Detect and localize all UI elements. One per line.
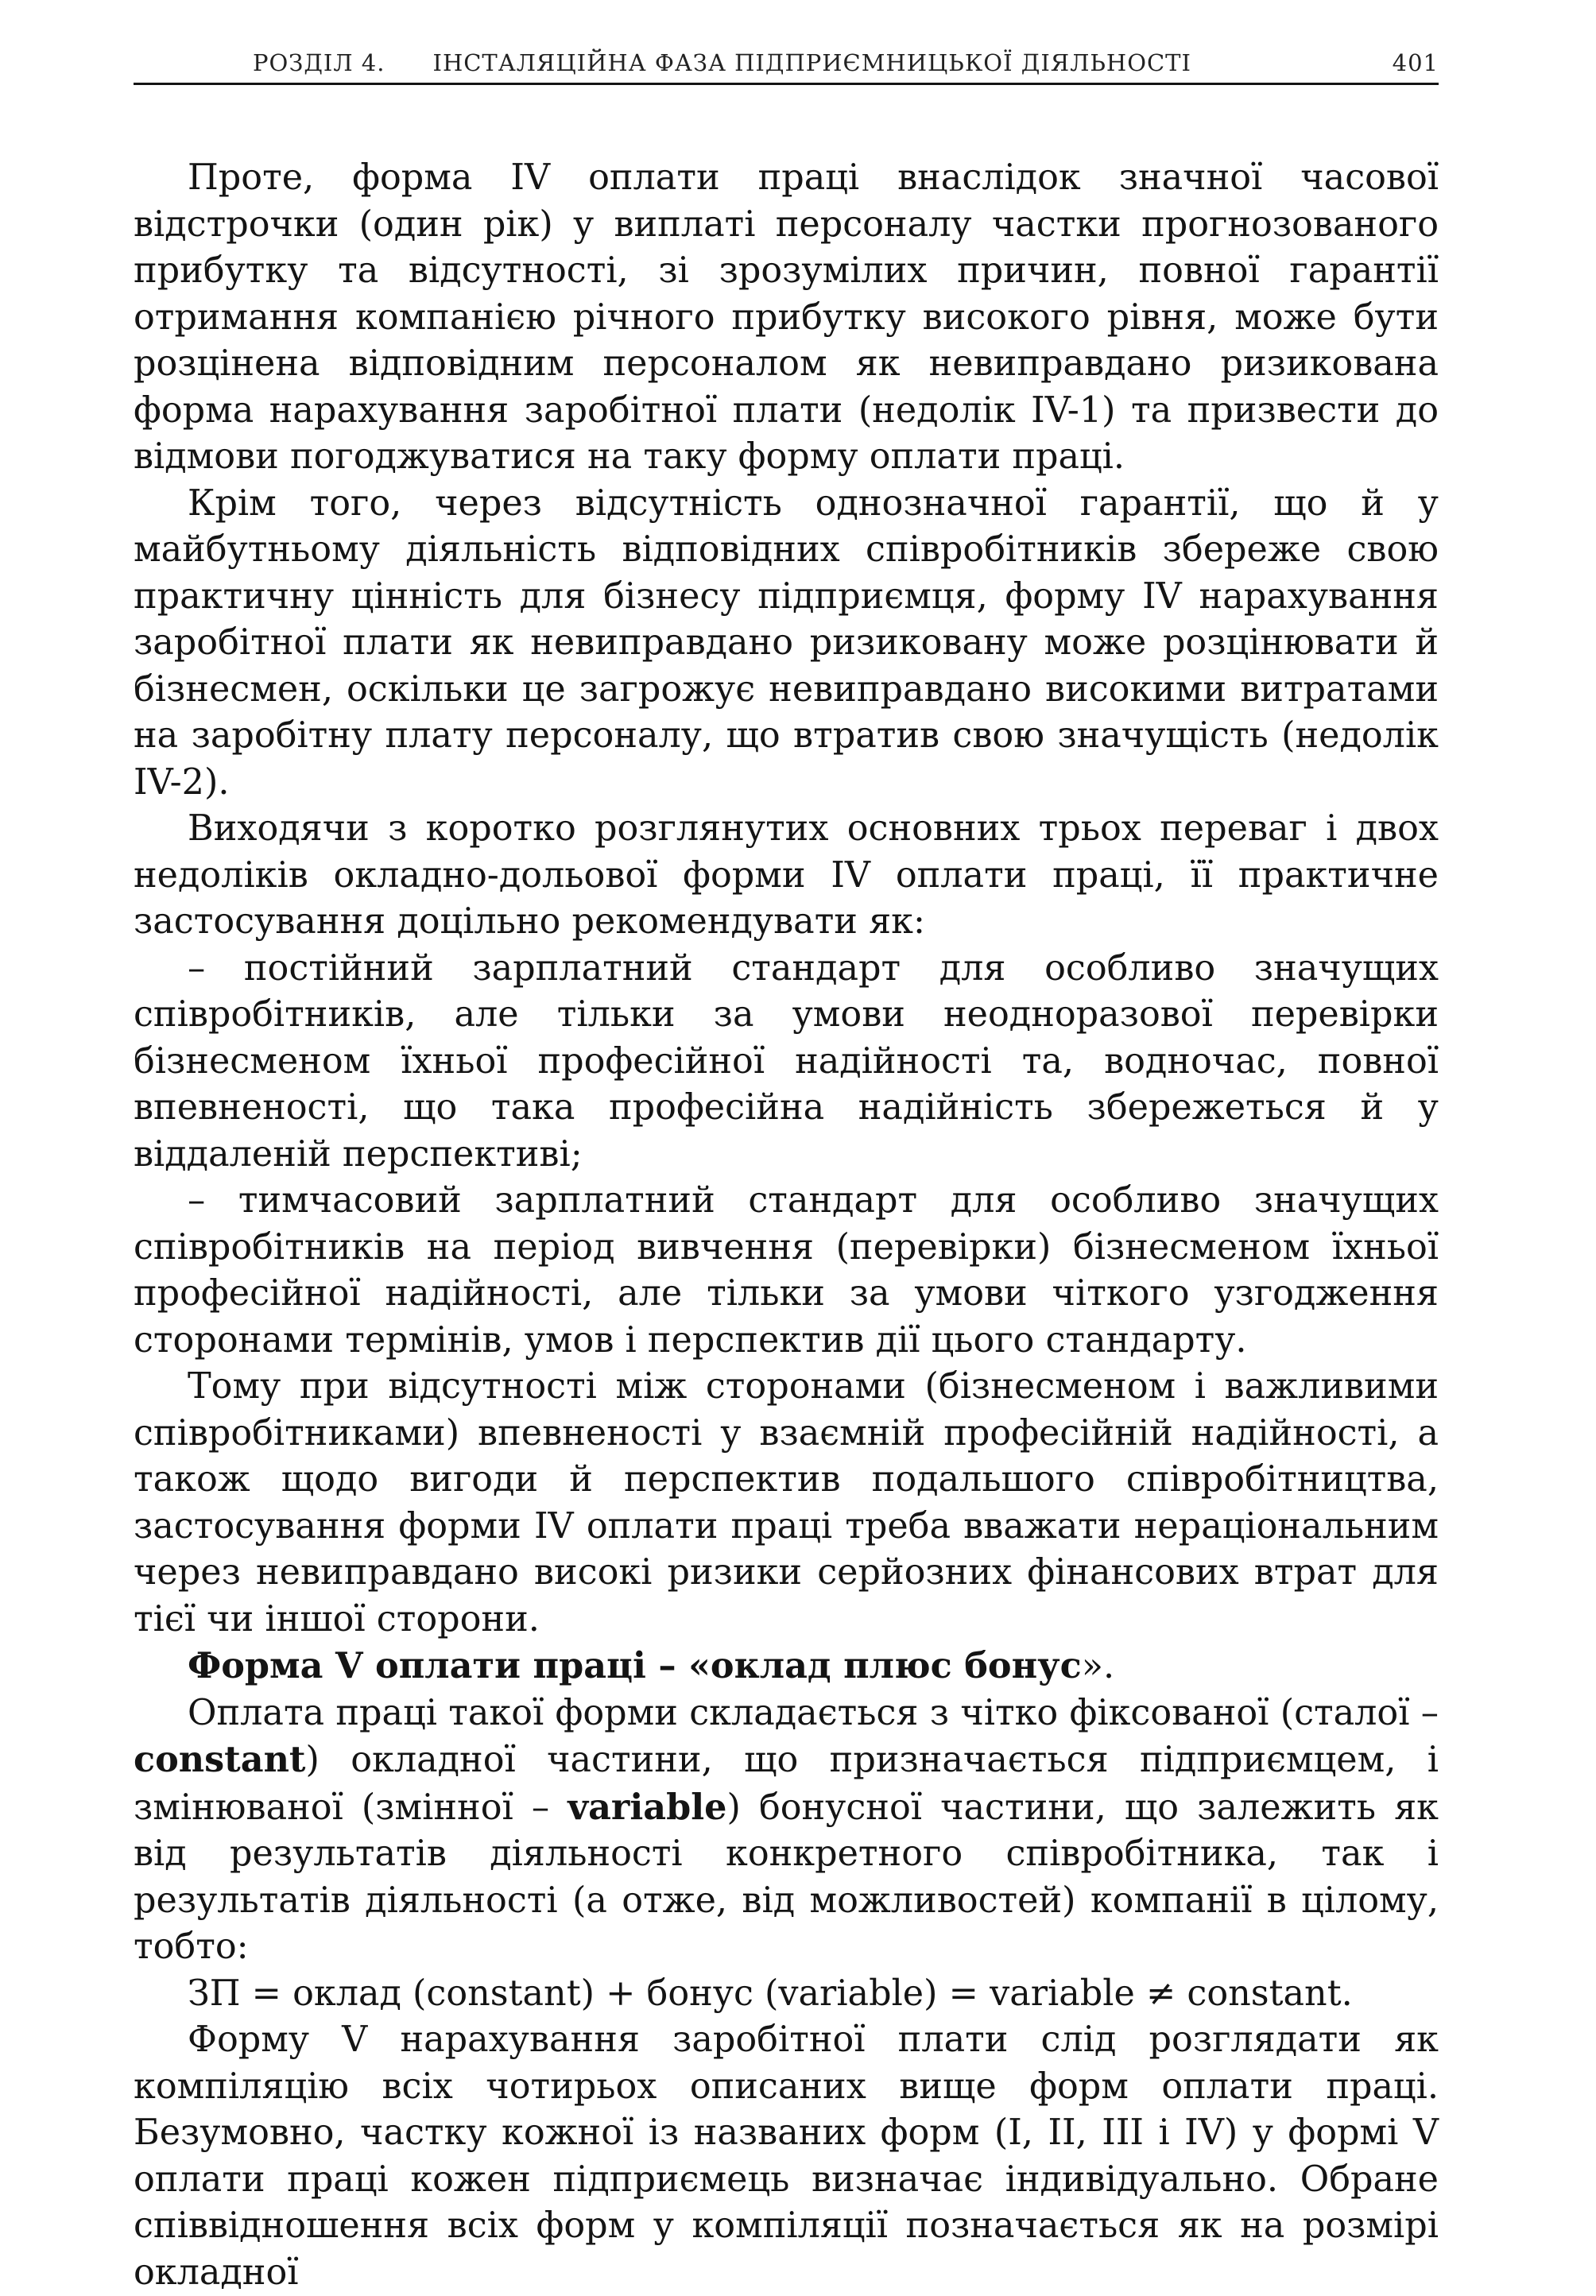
list-item-2: – тимчасовий зарплатний стандарт для особливо значущих співробітників на період вивчення (перевірки) бізнесменом їхньої професійної надійності, але тільки за умови чіткого узгодження сторонами термінів, умов і перспектив дії цього стандарту.: [134, 1180, 1439, 1361]
book-page: [134, 49, 1439, 2296]
running-header: [134, 49, 1439, 85]
chapter-label: РОЗДІЛ 4.: [253, 49, 385, 76]
paragraph-1: Проте, форма IV оплати праці внаслідок значної часової відстрочки (один рік) у виплаті персоналу частки прогнозованого прибутку та відсутності, зі зрозумілих причин, повної гарантії отримання компанією річного прибутку високого рівня, може бути розцінена відповідним персоналом як невиправдано ризикована форма нарахування заробітної плати (недолік IV-1) та призвести до відмови погоджуватися на таку форму оплати праці.: [134, 157, 1439, 477]
p5-part-b: ) окладної частини, що призначається підприємцем, і змінюваної (змінної –: [134, 1740, 1439, 1828]
page-number: 401: [1392, 49, 1439, 76]
term-constant: constant: [134, 1739, 306, 1780]
paragraph-4: Тому при відсутності між сторонами (бізнесменом і важливими співробітниками) впевненості у взаємній професійній надійності, а також щодо вигоди й перспектив подальшого співробітництва, застосування форми IV оплати праці треба вважати нераціональним через невиправдано високі ризики серйозних фінансових втрат для тієї чи іншої сторони.: [134, 1366, 1439, 1640]
paragraph-3: Виходячи з коротко розглянутих основних трьох переваг і двох недоліків окладно-дольової форми IV оплати праці, її практичне застосування доцільно рекомендувати як:: [134, 808, 1439, 942]
paragraph-6: Форму V нарахування заробітної плати слід розглядати як компіляцію всіх чотирьох описаних вище форм оплати праці. Безумовно, частку кожної із названих форм (I, II, III і IV) у формі V оплати праці кожен підприємець визначає індивідуально. Обране співвідношення всіх форм у компіляції позначається як на розмірі окладної: [134, 2019, 1439, 2293]
chapter-title: ІНСТАЛЯЦІЙНА ФАЗА ПІДПРИЄМНИЦЬКОЇ ДІЯЛЬНОСТІ: [432, 49, 1191, 76]
section-heading: [134, 1643, 1439, 1690]
paragraph-2: Крім того, через відсутність однозначної гарантії, що й у майбутньому діяльність відповідних співробітників збереже свою практичну цінність для бізнесу підприємця, форму IV нарахування заробітної плати як невиправдано ризиковану може розцінювати й бізнесмен, оскільки це загрожує невиправдано високими витратами на заробітну плату персоналу, що втратив свою значущість (недолік IV-2).: [134, 482, 1439, 803]
paragraph-5: [134, 1690, 1439, 1971]
list-item-1: – постійний зарплатний стандарт для особливо значущих співробітників, але тільки за умови неодноразової перевірки бізнесменом їхньої професійної надійності та, водночас, повної впевненості, що така професійна надійність збережеться й у віддаленій перспективі;: [134, 947, 1439, 1175]
section-heading-bold: Форма V оплати праці – «оклад плюс бонус: [188, 1645, 1082, 1686]
salary-formula: ЗП = оклад (constant) + бонус (variable) = variable ≠ constant.: [188, 1973, 1353, 2014]
term-variable: variable: [568, 1786, 727, 1828]
p5-part-c: ) бонусної частини, що залежить як від результатів діяльності конкретного співробітника, так і результатів діяльності (а отже, від можливостей) компанії в цілому, тобто:: [134, 1787, 1439, 1967]
page-body: [134, 155, 1439, 2296]
p5-part-a: Оплата праці такої форми складається з чітко фіксованої (сталої –: [188, 1692, 1439, 1733]
section-heading-tail: ».: [1081, 1646, 1115, 1686]
